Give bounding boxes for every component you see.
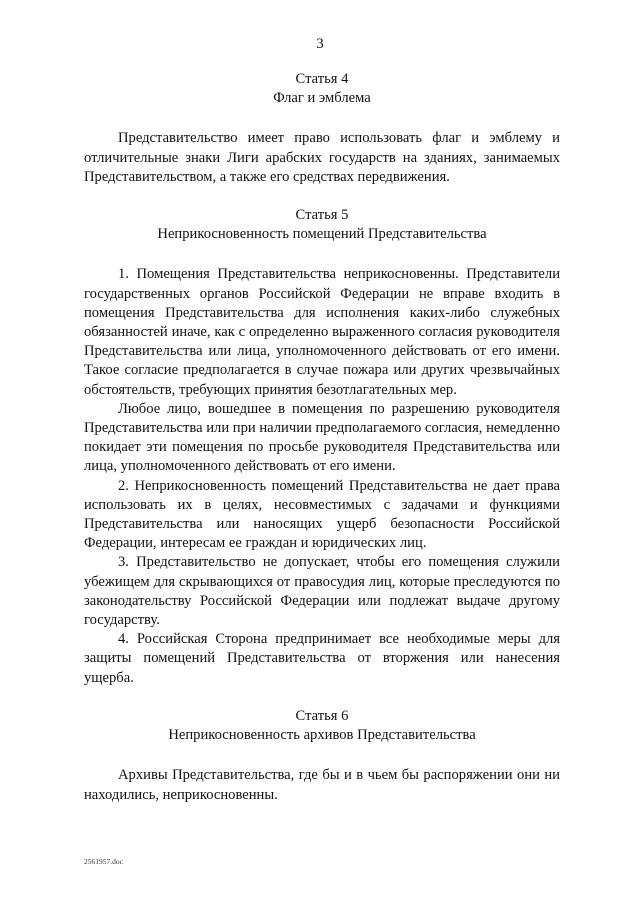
file-name-footer: 2561957.doc <box>84 857 123 866</box>
paragraph: 1. Помещения Представительства неприкосновенны. Представители государственных органов Российской Федерации не вправе входить в помещения Представительства для исполнения каких-либо служебных обязанностей иначе, как с определенно выраженного согласия руководителя Представительства или лица, уполномоченного действовать от его имени. Такое согласие предполагается в случае пожара или других чрезвычайных обстоятельств, требующих принятия безотлагательных мер. <box>84 266 560 398</box>
article-title: Неприкосновенность архивов Представительства <box>168 727 476 744</box>
article-heading: Статья 5 <box>295 207 349 224</box>
document-body <box>84 70 560 805</box>
paragraph: 4. Российская Сторона предпринимает все необходимые меры для защиты помещений Представительства от вторжения или нанесения ущерба. <box>84 631 560 686</box>
paragraph: Любое лицо, вошедшее в помещения по разрешению руководителя Представительства или при наличии предполагаемого согласия, немедленно покидает эти помещения по просьбе руководителя Представительства или лица, уполномоченного действовать от его имени. <box>84 400 560 475</box>
paragraph: 2. Неприкосновенность помещений Представительства не дает права использовать их в целях, несовместимых с задачами и функциями Представительства или наносящих ущерб безопасности Российской Федерации, интересам ее граждан и юридических лиц. <box>84 477 560 552</box>
paragraph: Архивы Представительства, где бы и в чьем бы распоряжении они ни находились, неприкосновенны. <box>84 767 560 803</box>
paragraph: 3. Представительство не допускает, чтобы его помещения служили убежищем для скрывающихся от правосудия лиц, которые преследуются по законодательству Российской Федерации или подлежат выдаче другому государству. <box>84 554 560 629</box>
article-heading: Статья 6 <box>295 707 349 724</box>
article-6 <box>84 707 560 805</box>
article-title: Неприкосновенность помещений Представительства <box>157 226 487 243</box>
article-4 <box>84 70 560 187</box>
article-heading: Статья 4 <box>295 71 349 87</box>
article-5 <box>84 206 560 688</box>
paragraph: Представительство имеет право использовать флаг и эмблему и отличительные знаки Лиги арабских государств на зданиях, занимаемых Представительством, а также его средствах передвижения. <box>84 130 560 185</box>
article-title: Флаг и эмблема <box>273 90 371 107</box>
page-number: 3 <box>316 36 324 52</box>
